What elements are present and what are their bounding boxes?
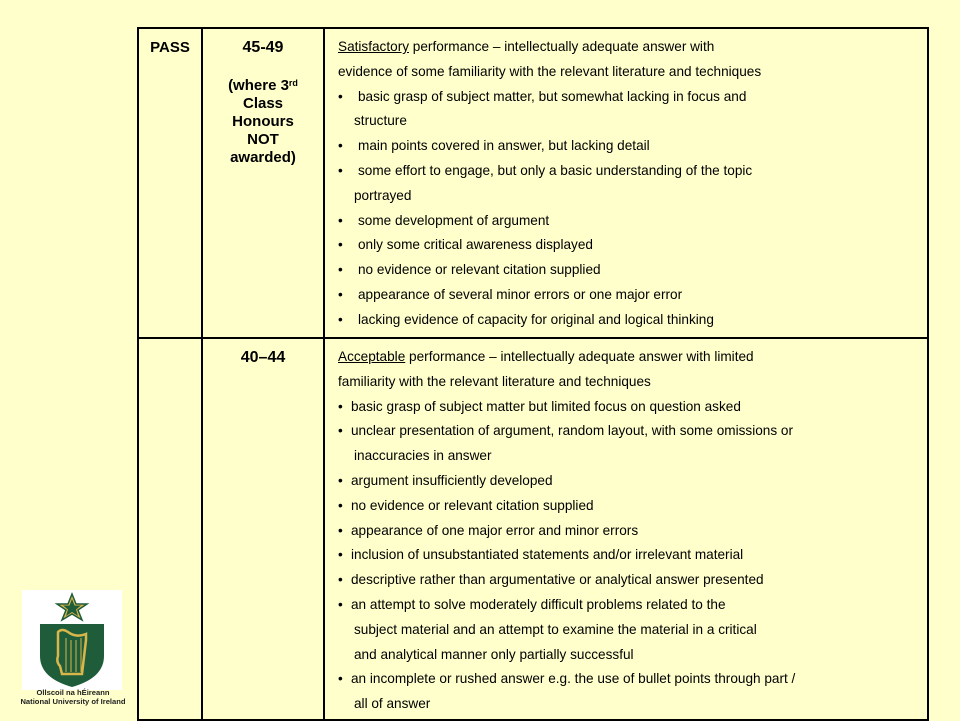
table-row (138, 338, 928, 720)
bullet-icon: • (338, 472, 343, 488)
bullet-icon: • (338, 596, 343, 612)
list-item (338, 519, 921, 544)
intro-text: familiarity with the relevant literature and techniques (338, 373, 651, 389)
list-item (338, 233, 921, 258)
intro-text: performance – intellectually adequate answer with limited (405, 349, 754, 364)
list-item-text: argument insufficiently developed (351, 472, 553, 488)
list-item-continuation (338, 109, 921, 134)
bullet-icon: • (338, 212, 343, 228)
bullet-icon: • (338, 547, 343, 563)
bullet-icon: • (338, 88, 343, 104)
list-item-continuation (338, 618, 921, 643)
bullet-icon: • (338, 522, 343, 538)
mark-cell (202, 338, 324, 720)
list-item (338, 395, 921, 420)
note-text: (where 3 (228, 77, 289, 94)
list-item-text: appearance of one major error and minor errors (351, 522, 639, 538)
list-item (338, 308, 921, 333)
list-item (338, 159, 921, 184)
list-item (338, 134, 921, 159)
list-item-text: inclusion of unsubstantiated statements and/or irrelevant material (351, 547, 744, 563)
note-text: NOT (247, 131, 279, 148)
description (325, 339, 927, 719)
list-item-text: an attempt to solve moderately difficult problems related to the (351, 596, 726, 612)
bullet-icon: • (338, 423, 343, 439)
mark-range: 45-49 (242, 39, 284, 56)
bullet-icon: • (338, 286, 343, 302)
note-text: awarded) (230, 149, 296, 166)
list-item (338, 469, 921, 494)
list-item-text: some effort to engage, but only a basic understanding of the topic (358, 162, 753, 178)
list-item (338, 543, 921, 568)
list-item (338, 568, 921, 593)
performance-level: Acceptable (338, 349, 406, 364)
list-item-continuation (338, 643, 921, 668)
list-item-text: main points covered in answer, but lacking detail (358, 138, 650, 154)
list-item-text: basic grasp of subject matter but limited focus on question asked (351, 398, 741, 414)
performance-level: Satisfactory (338, 39, 410, 54)
list-item-text: unclear presentation of argument, random layout, with some omissions or (351, 423, 794, 439)
list-item-continuation (338, 692, 921, 717)
description-cell (324, 338, 928, 720)
harp-shield-icon (22, 590, 122, 690)
list-item-continuation (338, 184, 921, 209)
grade-cell (138, 28, 202, 338)
bullet-icon: • (338, 671, 343, 687)
logo-line: National University of Ireland (20, 697, 126, 706)
list-item-text: inaccuracies in answer (354, 448, 492, 464)
list-item-text: structure (354, 113, 407, 129)
list-item-text: basic grasp of subject matter, but somewhat lacking in focus and (358, 88, 747, 104)
grade-label: PASS (150, 39, 190, 56)
list-item-continuation (338, 444, 921, 469)
mark-note (203, 77, 323, 167)
table-row (138, 28, 928, 338)
list-item (338, 593, 921, 618)
bullet-icon: • (338, 138, 343, 154)
logo-line: Ollscoil na hÉireann (36, 688, 110, 697)
bullet-icon: • (338, 572, 343, 588)
bullet-icon: • (338, 262, 343, 278)
description-cell (324, 28, 928, 338)
note-text: Class (242, 95, 284, 112)
bullet-icon: • (338, 237, 343, 253)
note-text: Honours (232, 113, 294, 130)
list-item (338, 667, 921, 692)
intro-text: performance – intellectually adequate answer with (409, 39, 715, 54)
mark-cell (202, 28, 324, 338)
list-item-text: no evidence or relevant citation supplied (351, 497, 594, 513)
list-item-text: appearance of several minor errors or one major error (358, 286, 683, 302)
list-item (338, 419, 921, 444)
list-item-text: descriptive rather than argumentative or analytical answer presented (351, 572, 764, 588)
bullet-icon: • (338, 398, 343, 414)
list-item-text: and analytical manner only partially successful (354, 646, 634, 662)
grade-label (139, 339, 201, 349)
list-item-text: subject material and an attempt to examine the material in a critical (354, 621, 757, 637)
grading-table (137, 27, 929, 721)
grade-cell (138, 338, 202, 720)
list-item-text: all of answer (354, 696, 431, 712)
list-item (338, 494, 921, 519)
list-item (338, 258, 921, 283)
list-item (338, 283, 921, 308)
list-item-text: some development of argument (358, 212, 550, 228)
list-item (338, 209, 921, 234)
list-item-text: portrayed (354, 187, 412, 203)
list-item (338, 85, 921, 110)
university-logo (22, 590, 122, 700)
list-item-text: no evidence or relevant citation supplied (358, 262, 601, 278)
description (325, 29, 927, 335)
intro-text: evidence of some familiarity with the relevant literature and techniques (338, 63, 762, 79)
mark-range: 40–44 (240, 349, 286, 366)
bullet-icon: • (338, 311, 343, 327)
bullet-icon: • (338, 162, 343, 178)
list-item-text: only some critical awareness displayed (358, 237, 593, 253)
list-item-text: an incomplete or rushed answer e.g. the use of bullet points through part / (351, 671, 796, 687)
list-item-text: lacking evidence of capacity for original and logical thinking (358, 311, 714, 327)
note-superscript: rd (288, 78, 298, 88)
logo-caption (18, 688, 128, 706)
bullet-icon: • (338, 497, 343, 513)
